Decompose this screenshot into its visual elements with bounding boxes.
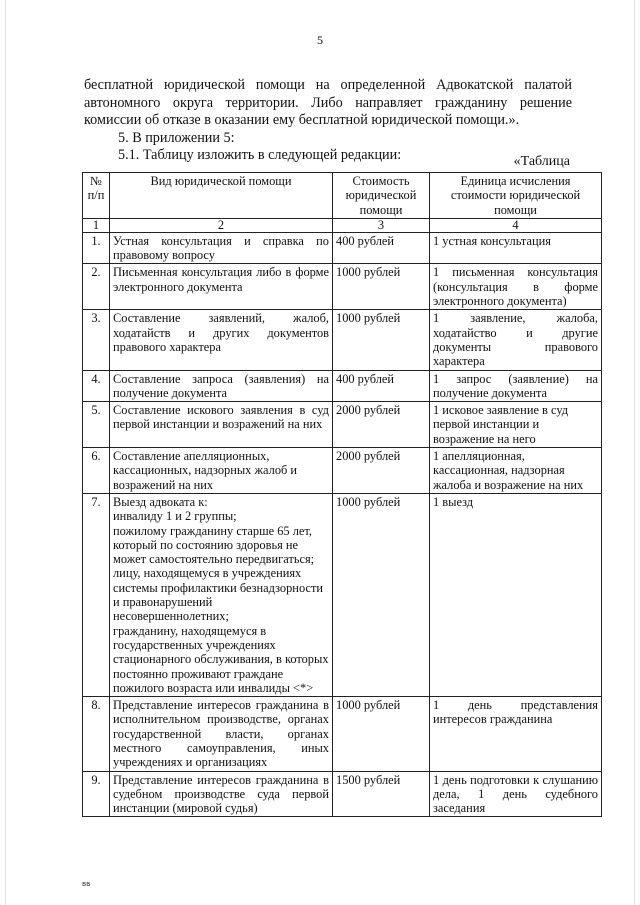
row-number: 4. [83,370,110,402]
table-row [83,697,602,771]
cost-cell: 1000 рублей [333,697,430,771]
header-cost: Стоимость юридической помощи [333,173,430,219]
table-row [83,232,602,264]
row-number: 8. [83,697,110,771]
cost-cell: 400 рублей [333,232,430,264]
column-number: 2 [110,218,333,232]
table-header-row [83,173,602,219]
cost-cell: 2000 рублей [333,402,430,448]
table-caption: «Таблица [513,154,570,169]
unit-cell: 1 выезд [430,493,602,696]
unit-cell: 1 день представления интересов гражданина [430,697,602,771]
cost-cell: 2000 рублей [333,448,430,494]
service-type-cell: Составление заявлений, жалоб, ходатайств и других документов правового характера [110,310,333,370]
cost-cell: 400 рублей [333,370,430,402]
row-number: 3. [83,310,110,370]
header-unit: Единица исчисления стоимости юридической помощи [430,173,602,219]
page-number: 5 [317,33,323,47]
table-row [83,264,602,310]
service-type-line: инвалиду 1 и 2 группы; [113,509,237,524]
right-scan-edge [634,0,635,905]
column-number: 3 [333,218,430,232]
table-row [83,493,602,696]
header-service-type: Вид юридической помощи [110,173,333,219]
unit-cell: 1 устная консультация [430,232,602,264]
left-scan-edge [5,0,6,905]
service-type-heading: Выезд адвоката к: [113,494,208,509]
table-row [83,370,602,402]
service-type-cell: Составление апелляционных, кассационных, надзорных жалоб и возражений на них [110,448,333,494]
cost-cell: 1000 рублей [333,493,430,696]
intro-item-5: 5. В приложении 5: [118,129,235,146]
intro-paragraph: бесплатной юридической помощи на определенной Адвокатской палатой автономного округа территории. Либо направляет гражданину решение комиссии об отказе в оказании ему бесплатной юридической помощи.». [84,77,572,128]
service-type-cell: Представление интересов гражданина в судебном производстве суда первой инстанции (мировой судья) [110,771,333,817]
service-type-cell: Составление искового заявления в суд первой инстанции и возражений на них [110,402,333,448]
unit-cell: 1 письменная консультация (консультация в форме электронного документа) [430,264,602,310]
row-number: 2. [83,264,110,310]
intro-text [84,77,572,165]
column-number: 1 [83,218,110,232]
service-type-cell: Представление интересов гражданина в исполнительном производстве, органах государственной власти, органах местного самоуправления, иных учреждениях и организациях [110,697,333,771]
service-type-cell: Письменная консультация либо в форме электронного документа [110,264,333,310]
footer-mark: вв [82,880,91,888]
service-type-cell: Составление запроса (заявления) на получение документа [110,370,333,402]
unit-cell: 1 апелляционная, кассационная, надзорная жалоба и возражение на них [430,448,602,494]
row-number: 6. [83,448,110,494]
service-type-line: гражданину, находящемуся в государственных учреждениях стационарного обслуживания, в которых постоянно проживают граждане пожилого возраста или инвалиды <*> [113,623,329,695]
row-number: 9. [83,771,110,817]
table-row [83,402,602,448]
service-type-line: пожилому гражданину старше 65 лет, который по состоянию здоровья не может самостоятельно передвигаться; [113,523,315,567]
unit-cell: 1 запрос (заявление) на получение документа [430,370,602,402]
intro-item-5-1: 5.1. Таблицу изложить в следующей редакции: [118,147,402,163]
service-type-cell [110,493,333,696]
row-number: 5. [83,402,110,448]
row-number: 7. [83,493,110,696]
row-number: 1. [83,232,110,264]
cost-cell: 1500 рублей [333,771,430,817]
table-row [83,310,602,370]
table-row [83,771,602,817]
column-number-row [83,218,602,232]
unit-cell: 1 заявление, жалоба, ходатайство и другие документы правового характера [430,310,602,370]
cost-cell: 1000 рублей [333,264,430,310]
unit-cell: 1 день подготовки к слушанию дела, 1 день судебного заседания [430,771,602,817]
services-table [82,172,602,817]
cost-cell: 1000 рублей [333,310,430,370]
unit-cell: 1 исковое заявление в суд первой инстанции и возражение на него [430,402,602,448]
service-type-line: лицу, находящемуся в учреждениях системы профилактики безнадзорности и правонарушений несовершеннолетних; [113,566,323,624]
service-type-cell: Устная консультация и справка по правовому вопросу [110,232,333,264]
column-number: 4 [430,218,602,232]
header-number: № п/п [83,173,110,219]
table-row [83,448,602,494]
